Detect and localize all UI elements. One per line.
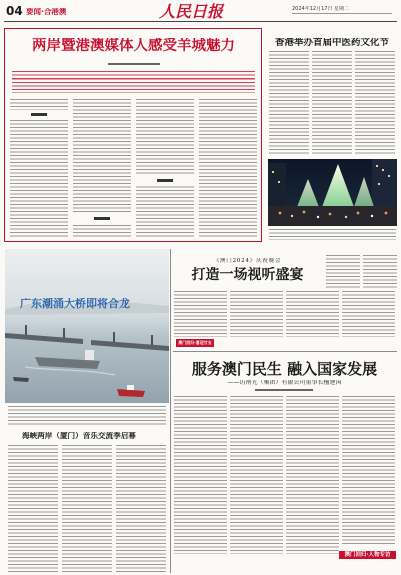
body-text-column — [230, 291, 283, 337]
article-subhead — [10, 110, 68, 119]
body-text-column — [286, 291, 339, 337]
building-silhouette — [372, 159, 397, 207]
hk-headline: 香港举办首届中医药文化节 — [274, 38, 389, 48]
body-text-column — [286, 396, 339, 554]
interview-headline: 服务澳门民生 融入国家发展 — [191, 361, 378, 378]
article-divider — [173, 351, 397, 352]
photo-caption — [8, 406, 166, 427]
interview-subheadline: ——访南光（集团）有限公司董事长檀建国 — [227, 380, 342, 386]
bridge-headline: 广东潮涌大桥即将合龙 — [20, 298, 130, 310]
body-text-column — [269, 51, 309, 155]
body-text-column — [342, 291, 395, 337]
article-subhead — [73, 214, 131, 223]
body-text-column — [199, 99, 257, 238]
body-text-column — [174, 291, 227, 337]
masthead-logo: 人民日报 — [158, 3, 223, 21]
body-text-column — [312, 51, 352, 155]
subhead-text — [157, 179, 173, 182]
body-text-column — [174, 396, 227, 554]
section-tag: 澳门回归·喜迎廿五 — [176, 339, 214, 347]
editor-credit-line — [292, 13, 392, 14]
body-text-column — [8, 445, 58, 572]
gala-kicker: 《澳门2024》庆祝晚会 — [213, 258, 282, 264]
gala-headline: 打造一场视听盛宴 — [191, 267, 304, 283]
body-text-column — [355, 51, 395, 155]
body-text-column — [342, 396, 395, 546]
photo-caption — [269, 229, 396, 240]
subhead-text — [31, 113, 47, 116]
body-text-column — [116, 445, 166, 572]
byline — [255, 389, 313, 391]
festival-night-photo — [268, 159, 397, 226]
page-number: 04 — [6, 5, 23, 18]
body-text-column — [136, 99, 194, 238]
plaza-ground — [268, 206, 397, 226]
body-text-column — [10, 99, 68, 238]
column-divider — [170, 249, 171, 573]
body-text-column — [230, 396, 283, 554]
body-text-column — [363, 255, 397, 288]
building-silhouette — [268, 163, 286, 207]
subhead-text — [94, 217, 110, 220]
byline — [108, 63, 160, 65]
section-name: 要闻·合港澳 — [26, 8, 67, 16]
article-subhead — [136, 176, 194, 185]
section-tag: 澳门回归·人物专访 — [339, 551, 396, 559]
bridge-aerial-photo — [5, 249, 169, 403]
xiamen-headline: 海峡两岸（厦门）音乐交流季启幕 — [22, 432, 136, 440]
header-rule — [4, 21, 397, 22]
body-text-column — [62, 445, 112, 572]
body-text-column — [326, 255, 360, 288]
issue-date: 2024年12月17日 星期二 — [292, 6, 350, 12]
intro-paragraph — [12, 71, 255, 93]
main-headline: 两岸暨港澳媒体人感受羊城魅力 — [32, 38, 235, 54]
